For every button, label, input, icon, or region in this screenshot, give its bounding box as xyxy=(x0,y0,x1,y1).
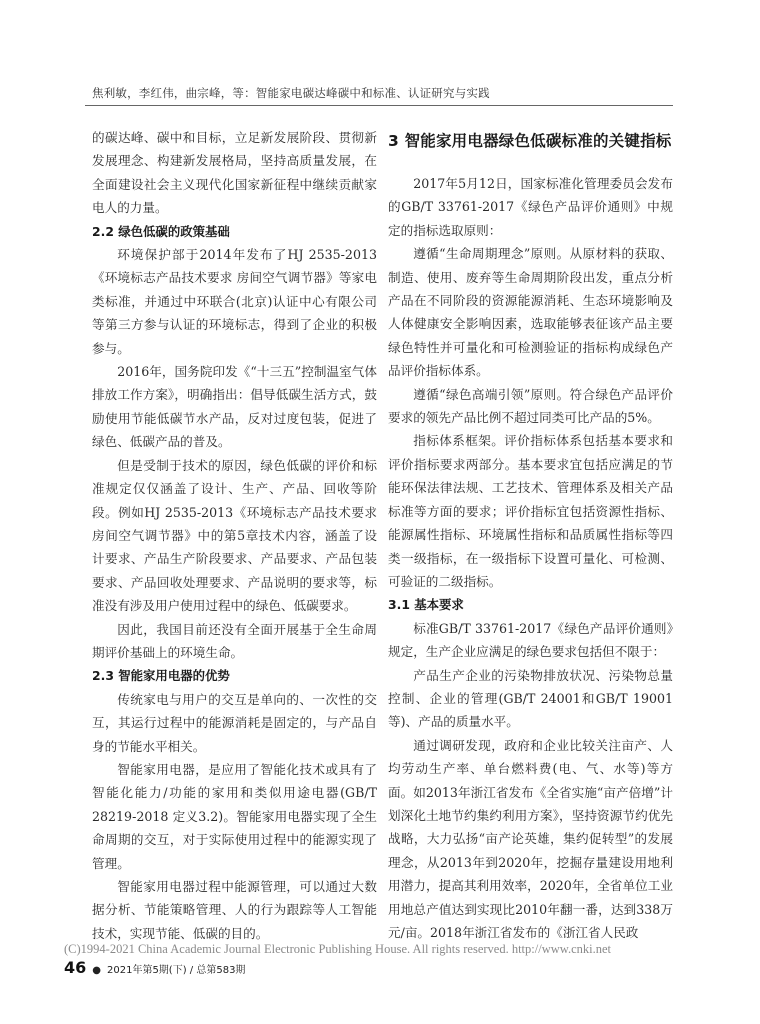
paragraph: 2016年，国务院印发《“十三五”控制温室气体排放工作方案》，明确指出：倡导低碳生活方式，鼓励使用节能低碳节水产品，反对过度包装，促进了绿色、低碳产品的普及。 xyxy=(92,364,377,450)
page-folio xyxy=(64,958,245,977)
paragraph: 因此，我国目前还没有全面开展基于全生命周期评价基础上的环境生命。 xyxy=(92,621,377,660)
paragraph: 但是受制于技术的原因，绿色低碳的评价和标准规定仅仅涵盖了设计、生产、产品、回收等阶段。例如HJ 2535-2013《环境标志产品技术要求 房间空气调节器》中的第5章技术内容，涵盖了设计要求、产品生产阶段要求、产品要求、产品包装要求、产品回收处理要求、产品说明的要求等，标准没有涉及用户使用过程中的绿色、低碳要求。 xyxy=(92,457,377,614)
paragraph: 指标体系框架。评价指标体系包括基本要求和评价指标要求两部分。基本要求宜包括应满足的节能环保法律法规、工艺技术、管理体系及相关产品标准等方面的要求；评价指标宜包括资源性指标、能源属性指标、环境属性指标和品质属性指标等四类一级指标，在一级指标下设置可量化、可检测、可验证的二级指标。 xyxy=(388,433,673,589)
header-rule xyxy=(85,105,673,106)
paragraph: 遵循“生命周期理念”原则。从原材料的获取、制造、使用、废弃等生命周期阶段出发，重点分析产品在不同阶段的资源能源消耗、生态环境影响及人体健康安全影响因素，选取能够表征该产品主要绿色特性并可量化和可检测验证的指标构成绿色产品评价指标体系。 xyxy=(388,246,673,379)
paragraph: 遵循“绿色高端引领”原则。符合绿色产品评价要求的领先产品比例不超过同类可比产品的5%。 xyxy=(388,386,673,426)
paragraph: 的碳达峰、碳中和目标，立足新发展阶段、贯彻新发展理念、构建新发展格局，坚持高质量发展，在全面建设社会主义现代化国家新征程中继续贡献家电人的力量。 xyxy=(92,130,377,216)
section-heading-3: 3 智能家用电器绿色低碳标准的关键指标 xyxy=(388,132,672,150)
running-head: 焦利敏，李红伟，曲宗峰，等：智能家电碳达峰碳中和标准、认证研究与实践 xyxy=(92,86,490,100)
paragraph: 通过调研发现，政府和企业比较关注亩产、人均劳动生产率、单台燃料费(电、气、水等)等方面。如2013年浙江省发布《全省实施“亩产倍增”计划深化土地节约集约利用方案》，坚持资源节约优先战略，大力弘扬“亩产论英雄，集约促转型”的发展理念，从2013年到2020年，挖掘存量建设用地利用潜力，提高其利用效率，2020年，全省单位工业用地总产值达到实现比2010年翻一番，达到338万元/亩。2018年浙江省发布的《浙江省人民政 xyxy=(388,737,673,940)
page-number: 46 xyxy=(64,958,87,977)
paragraph: 智能家用电器过程中能源管理，可以通过大数据分析、节能策略管理、人的行为跟踪等人工智能技术，实现节能、低碳的目的。 xyxy=(92,879,377,941)
paragraph: 2017年5月12日，国家标准化管理委员会发布的GB/T 33761-2017《绿色产品评价通则》中规定的指标选取原则： xyxy=(388,176,673,238)
issue-info: 2021年第5期(下) / 总第583期 xyxy=(107,965,246,976)
paragraph: 智能家用电器，是应用了智能化技术或具有了智能化能力/功能的家用和类似用途电器(GB/T 28219-2018 定义3.2)。智能家用电器实现了全生命周期的交互，对于实际使用过程中的能源实现了管理。 xyxy=(92,761,377,871)
copyright-notice: (C)1994-2021 China Academic Journal Electronic Publishing House. All rights reserved. http://www.cnki.net xyxy=(64,942,612,956)
paragraph: 传统家电与用户的交互是单向的、一次性的交互，其运行过程中的能源消耗是固定的，与产品自身的节能水平相关。 xyxy=(92,691,377,754)
bullet-icon: ● xyxy=(92,965,101,976)
paragraph: 环境保护部于2014年发布了HJ 2535-2013《环境标志产品技术要求 房间空气调节器》等家电类标准，并通过中环联合(北京)认证中心有限公司等第三方参与认证的环境标志，得到了企业的积极参与。 xyxy=(92,247,377,356)
right-column xyxy=(388,126,673,944)
paragraph: 标准GB/T 33761-2017《绿色产品评价通则》规定，生产企业应满足的绿色要求包括但不限于： xyxy=(388,620,673,660)
paragraph: 产品生产企业的污染物排放状况、污染物总量控制、企业的管理(GB/T 24001和GB/T 19001等)、产品的质量水平。 xyxy=(388,667,673,730)
section-heading-3-1: 3.1 基本要求 xyxy=(388,597,464,613)
section-heading-2-3: 2.3 智能家用电器的优势 xyxy=(92,668,230,684)
left-column xyxy=(92,126,377,945)
section-heading-2-2: 2.2 绿色低碳的政策基础 xyxy=(92,223,230,239)
